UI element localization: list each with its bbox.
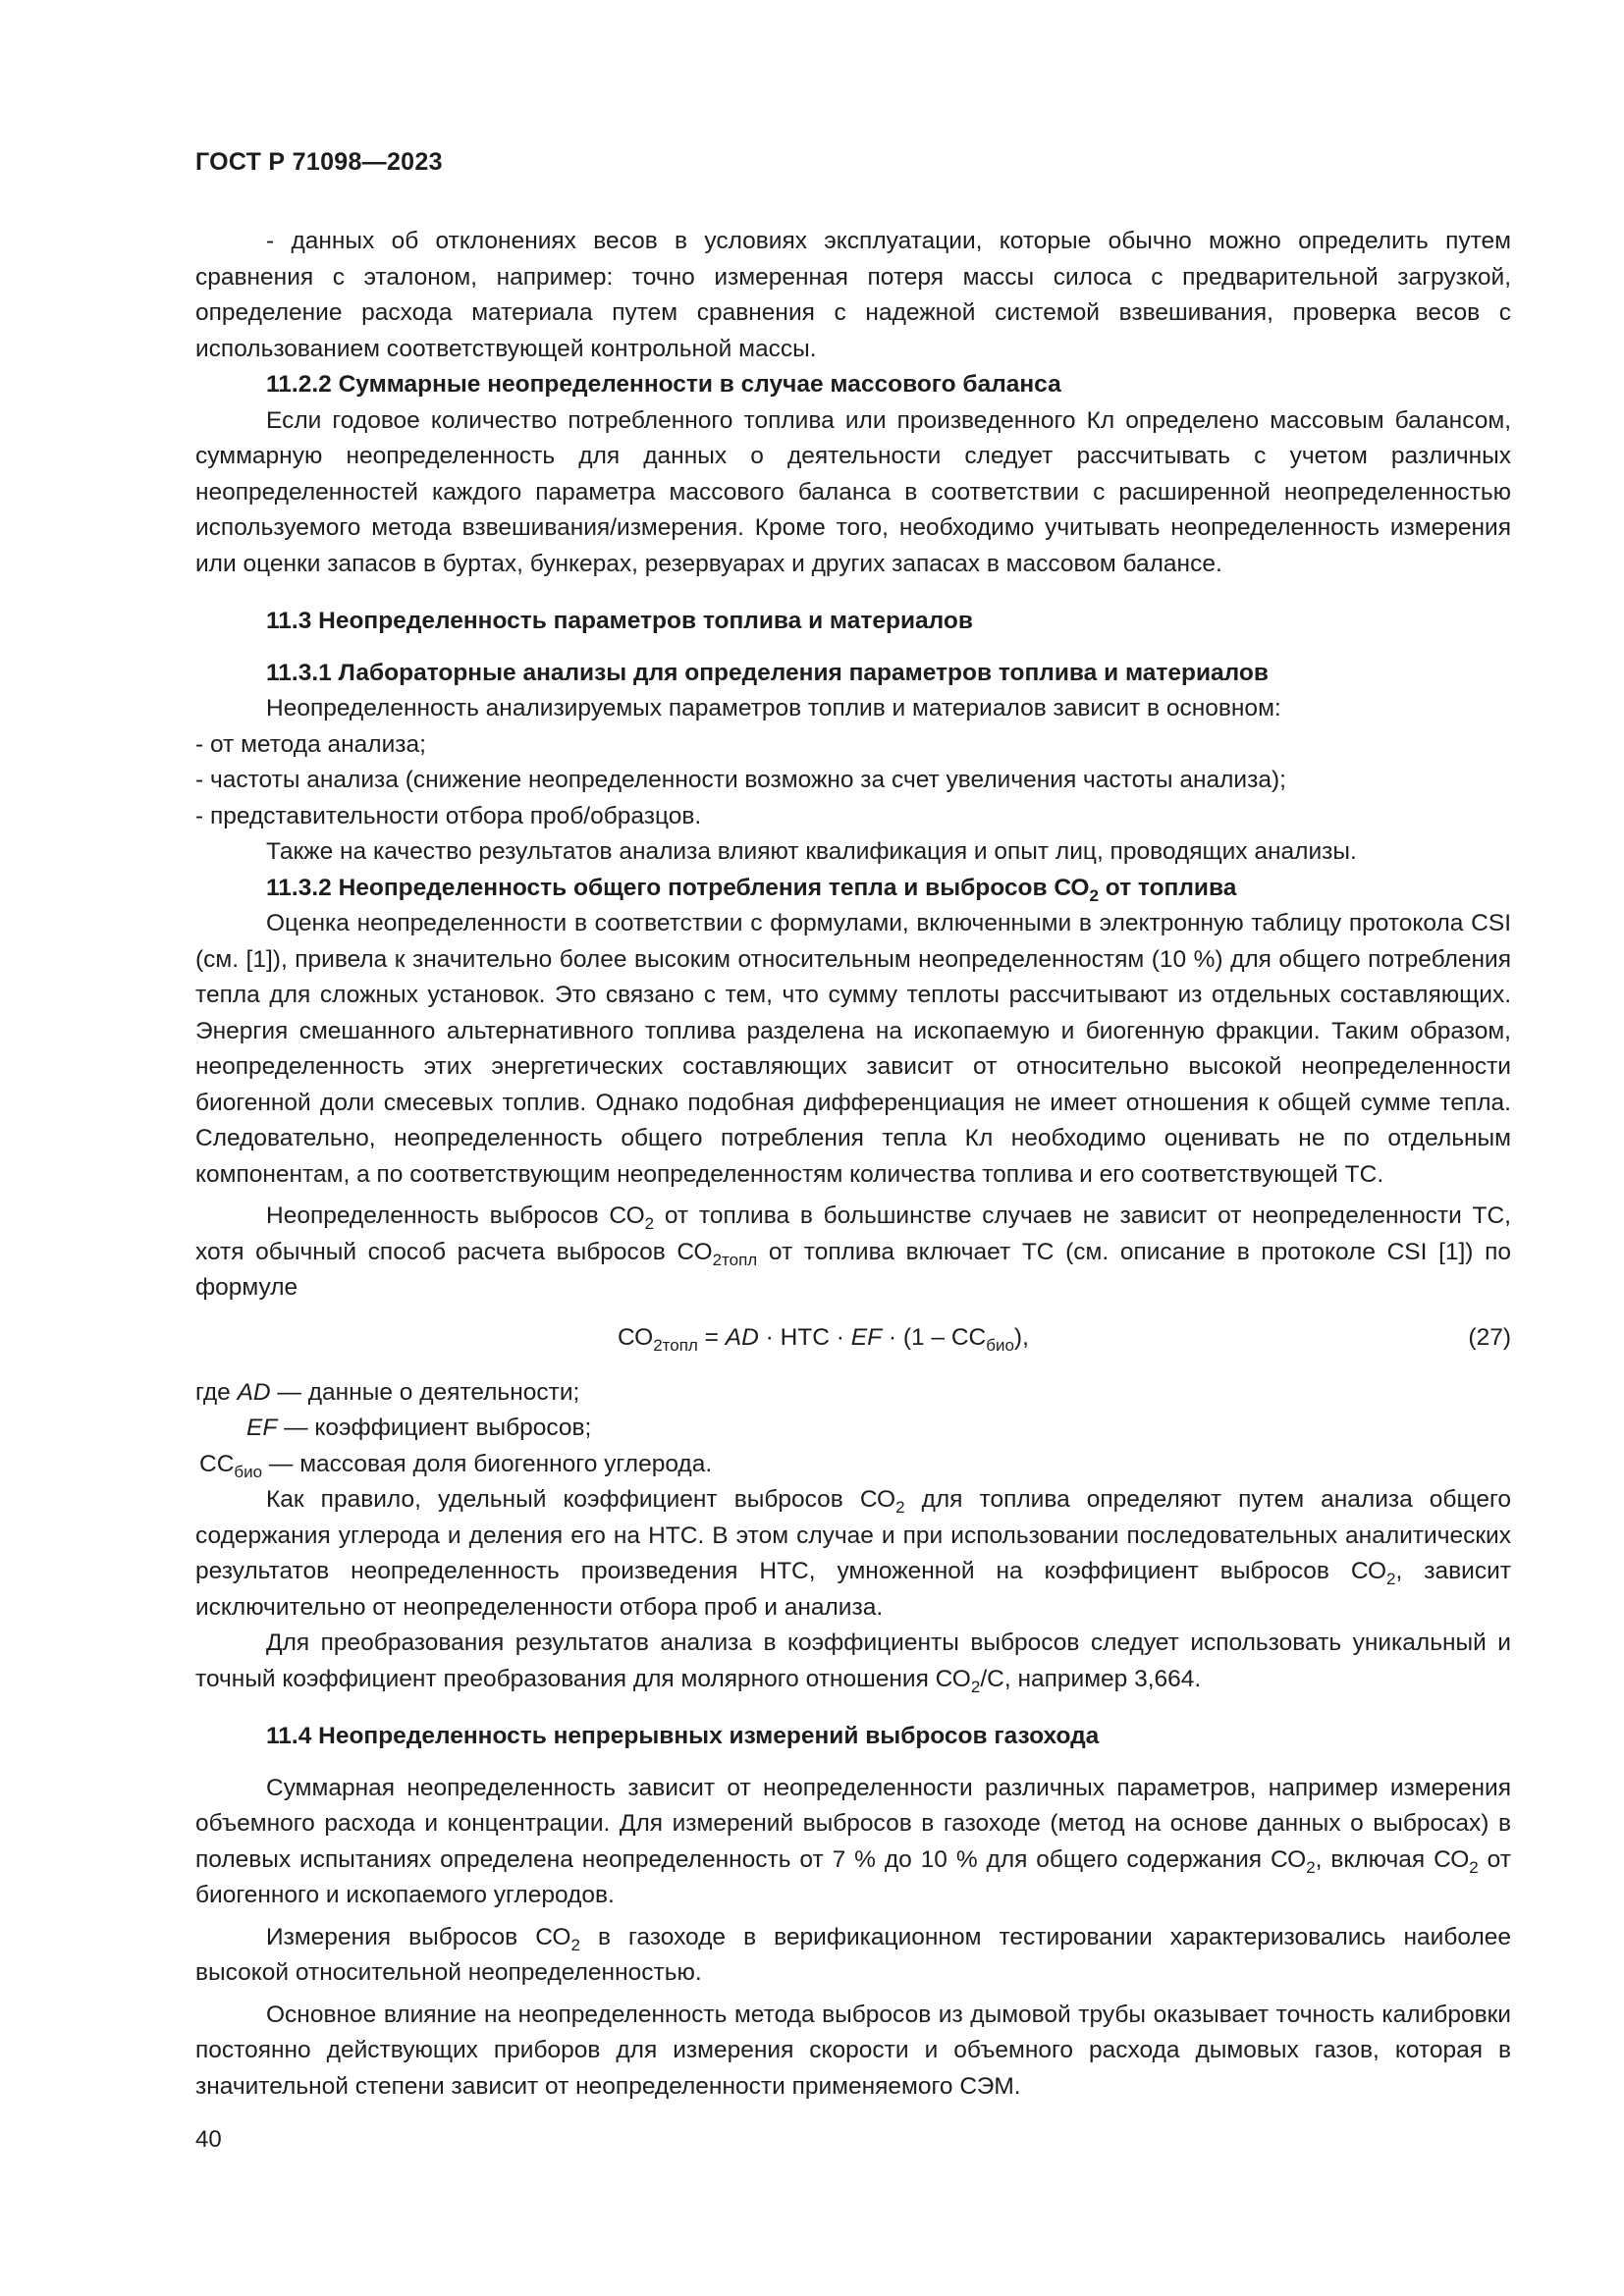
paragraph-mass-balance: Если годовое количество потребленного топлива или произведенного Кл определено массовым балансом, суммарную неопределенность для данных о деятельности следует рассчитывать с учетом различных неопределенностей каждого параметра массового баланса в соответствии с расширенной неопределенностью используемого метода взвешивания/измерения. Кроме того, необходимо учитывать неопределенность измерения или оценки запасов в буртах, бункерах, резервуарах и других запасах в массовом балансе. <box>195 406 1511 577</box>
paragraph-total-uncertainty: Суммарная неопределенность зависит от неопределенности различных параметров, например измерения объемного расхода и концентрации. Для измерений выбросов в газоходе (метод на основе данных о выбросах) в полевых испытаниях определена неопределенность от 7 % до 10 % для общего содержания $СО_2$, включая $СО_2$ от биогенного и ископаемого углеродов. <box>195 1774 1511 1908</box>
heading-11-2-2: 11.2.2 Суммарные неопределенности в случае массового баланса <box>266 371 1061 398</box>
heading-11-3-2: 11.3.2 Неопределенность общего потребления тепла и выбросов $СО_2$ от топлива <box>266 874 1237 905</box>
paragraph-qualification: Также на качество результатов анализа влияют квалификация и опыт лиц, проводящих анализы. <box>266 838 1357 865</box>
heading-11-4: 11.4 Неопределенность непрерывных измерений выбросов газохода <box>266 1723 1100 1749</box>
paragraph-conversion-factor: Для преобразования результатов анализа в коэффициенты выбросов следует использовать уникальный и точный коэффициент преобразования для молярного отношения $СО_2/С$, например 3,664. <box>195 1629 1511 1696</box>
paragraph-co2-fuel: Неопределенность выбросов $СО_2$ от топлива в большинстве случаев не зависит от неопределенности ТС, хотя обычный способ расчета выбросов $СО_{2топл}$ от топлива включает ТС (см. описание в протоколе CSI [1]) по формуле <box>195 1202 1511 1301</box>
paragraph-verification-testing: Измерения выбросов $СО_2$ в газоходе в верификационном тестировании характеризовались наиболее высокой относительной неопределенностью. <box>195 1923 1511 1986</box>
formula-expression: $СО_{2топл}$ = AD · НТС · EF · $(1 - СС_{био})$, <box>618 1323 1029 1355</box>
paragraph-weights-deviation: - данных об отклонениях весов в условиях эксплуатации, которые обычно можно определить путем сравнения с эталоном, например: точно измеренная потеря массы силоса с предварительной загрузкой, определение расхода материала путем сравнения с надежной системой взвешивания, проверка весов с использованием соответствующей контрольной массы. <box>195 228 1511 362</box>
paragraph-csi-uncertainty: Оценка неопределенности в соответствии с формулами, включенными в электронную таблицу протокола CSI (см. [1]), привела к значительно более высоким относительным неопределенностям (10 %) для общего потребления тепла для сложных установок. Это связано с тем, что сумму теплоты рассчитывают из отдельных составляющих. Энергия смешанного альтернативного топлива разделена на ископаемую и биогенную фракции. Таким образом, неопределенность этих энергетических составляющих зависит от относительно высокой неопределенности биогенной доли смесевых топлив. Однако подобная дифференциация не имеет отношения к общей сумме тепла. Следовательно, неопределенность общего потребления тепла Кл необходимо оценивать не по отдельным компонентам, а по соответствующим неопределенностям количества топлива и его соответствующей ТС. <box>195 910 1511 1188</box>
document-header: ГОСТ Р 71098—2023 <box>195 148 443 176</box>
page-number: 40 <box>195 2126 222 2153</box>
legend-ef: EF — коэффициент выбросов; <box>246 1415 592 1441</box>
formula-27 <box>195 1310 1511 1367</box>
legend-cc-bio: $СС_{био}$ — массовая доля биогенного углерода. <box>199 1450 713 1481</box>
list-item-sampling: - представительности отбора проб/образцов. <box>195 802 702 829</box>
formula-number: (27) <box>1468 1323 1511 1351</box>
legend-ad: где AD — данные о деятельности; <box>195 1378 580 1406</box>
heading-11-3-1: 11.3.1 Лабораторные анализы для определения параметров топлива и материалов <box>266 659 1269 686</box>
list-item-method: - от метода анализа; <box>195 730 426 758</box>
paragraph-lab-analysis-intro: Неопределенность анализируемых параметров топлив и материалов зависит в основном: <box>266 695 1281 721</box>
paragraph-emission-factor: Как правило, удельный коэффициент выбросов $СО_2$ для топлива определяют путем анализа общего содержания углерода и деления его на НТС. В этом случае и при использовании последовательных аналитических результатов неопределенность произведения НТС, умноженной на коэффициент выбросов $СО_2$, зависит исключительно от неопределенности отбора проб и анализа. <box>195 1486 1511 1621</box>
document-body <box>195 224 1511 2105</box>
formula-legend <box>195 1375 1511 1483</box>
heading-11-3: 11.3 Неопределенность параметров топлива и материалов <box>266 608 973 634</box>
paragraph-stack-method: Основное влияние на неопределенность метода выбросов из дымовой трубы оказывает точность калибровки постоянно действующих приборов для измерения скорости и объемного расхода дымовых газов, которая в значительной степени зависит от неопределенности применяемого СЭМ. <box>195 2001 1511 2100</box>
list-item-frequency: - частоты анализа (снижение неопределенности возможно за счет увеличения частоты анализа); <box>195 767 1286 793</box>
